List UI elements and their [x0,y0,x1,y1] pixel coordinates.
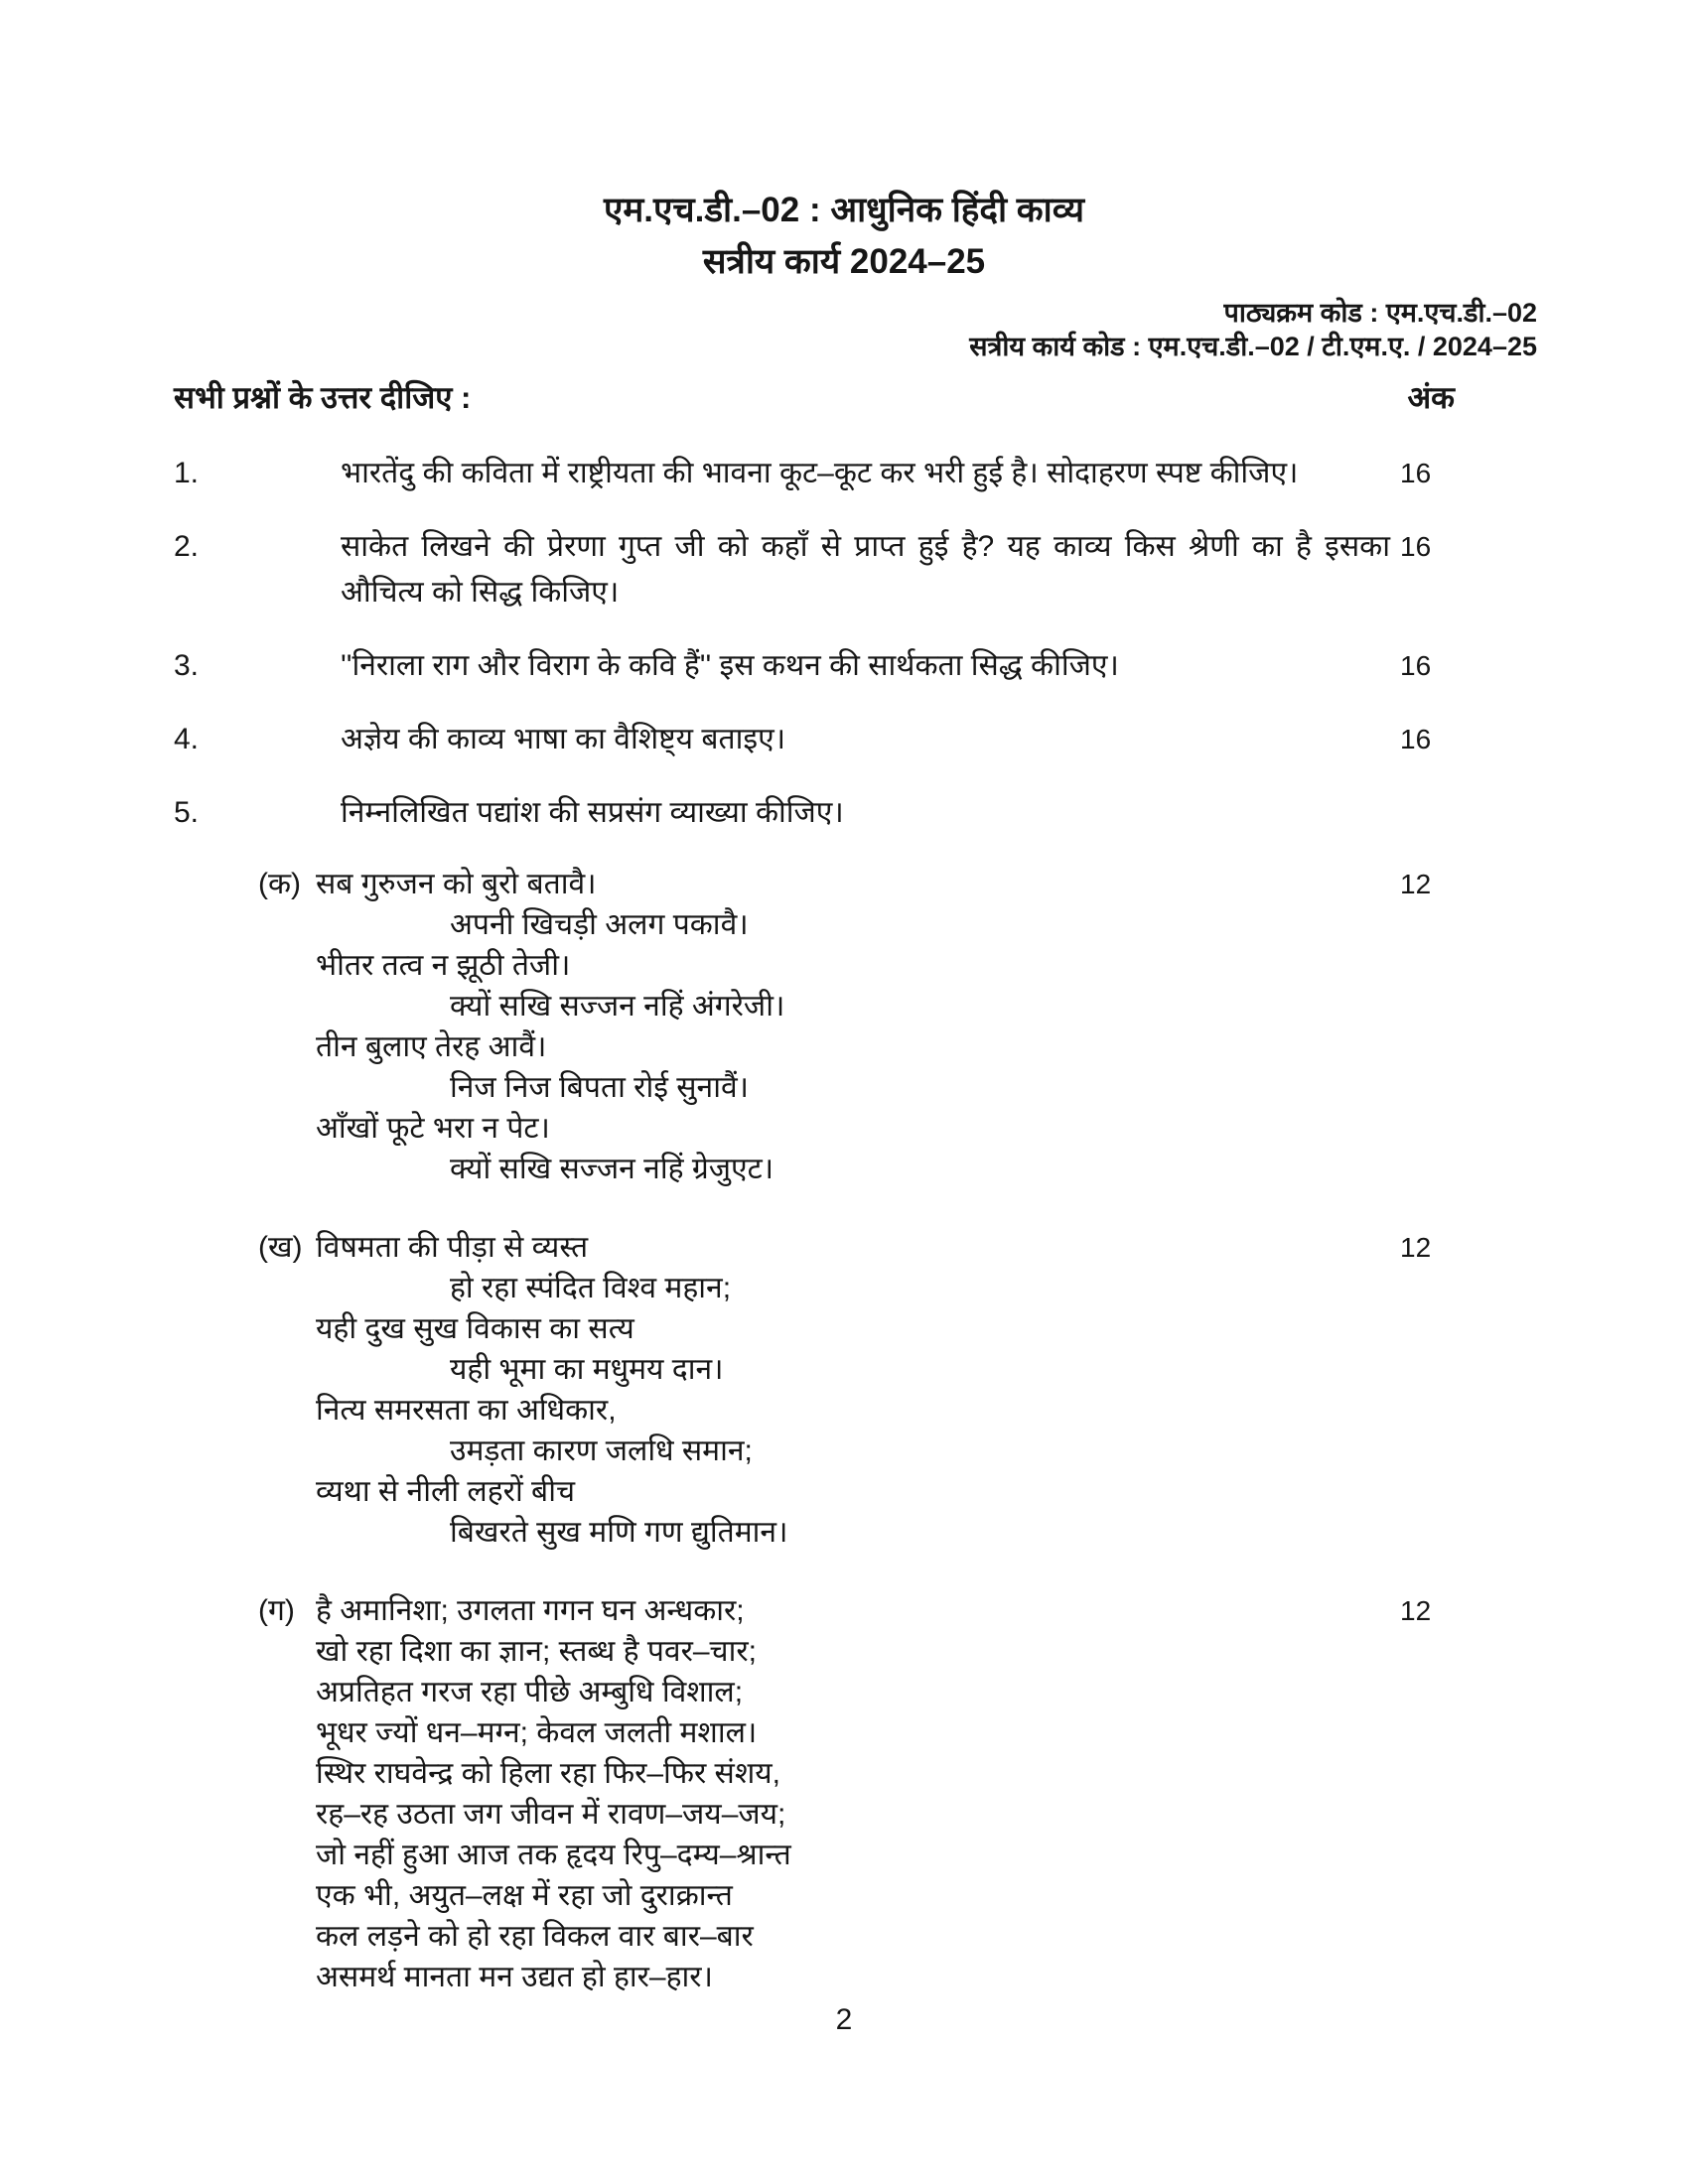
subquestion-row [258,1590,1455,1997]
poem-line: अप्रतिहत गरज रहा पीछे अम्बुधि विशाल; [316,1676,744,1708]
subpart-label: (ख) [258,1231,303,1264]
question-marks [1400,790,1455,836]
poem-line: स्थिर राघवेन्द्र को हिला रहा फिर–फिर संशय, [316,1757,780,1790]
question-text: निम्नलिखित पद्यांश की सप्रसंग व्याख्या कीजिए। [341,796,844,829]
page-subtitle: सत्रीय कार्य 2024–25 [702,242,986,281]
poem-line: जो नहीं हुआ आज तक हृदय रिपु–दम्य–श्रान्त [316,1839,791,1871]
poem-block [316,864,1390,1189]
poem-line: नित्य समरसता का अधिकार, [316,1394,617,1427]
poem-line: है अमानिशा; उगलता गगन घन अन्धकार; [316,1594,745,1627]
poem-line: हो रहा स्पंदित विश्व महान; [450,1272,732,1304]
question-text: साकेत लिखने की प्रेरणा गुप्त जी को कहाँ से प्राप्त हुई है? यह काव्य किस श्रेणी का है इसका औचित्य को सिद्ध किजिए। [341,530,1390,609]
poem-line: सब गुरुजन को बुरो बतावै। [316,868,597,900]
poem-line: अपनी खिचड़ी अलग पकावै। [450,908,749,941]
subquestion-row [258,864,1455,1189]
marks-column-header: अंक [1407,380,1455,415]
subpart-marks: 12 [1400,869,1432,899]
instruction-row [0,377,1688,419]
code-block [0,296,1688,363]
subpart-label: (क) [258,868,302,900]
poem-line: रह–रह उठता जग जीवन में रावण–जय–जय; [316,1798,786,1831]
poem-line: भीतर तत्व न झूठी तेजी। [316,949,571,982]
question-number: 4. [174,723,200,755]
poem-line: खो रहा दिशा का ज्ञान; स्तब्ध है पवर–चार; [316,1635,757,1668]
poem-line: बिखरते सुख मणि गण द्युतिमान। [450,1516,788,1549]
question-text: ''निराला राग और विराग के कवि हैं'' इस कथन की सार्थकता सिद्ध कीजिए। [341,649,1119,682]
question-number: 2. [174,530,200,563]
question-marks: 16 [1400,650,1432,681]
poem-block [316,1590,1390,1997]
page-number: 2 [835,2003,853,2036]
poem-line: एक भी, अयुत–लक्ष में रहा जो दुराक्रान्त [316,1879,733,1912]
poem-line: निज निज बिपता रोई सुनावैं। [450,1071,750,1104]
poem-line: तीन बुलाए तेरह आवैं। [316,1030,547,1063]
poem-line: कल लड़ने को हो रहा विकल वार बार–बार [316,1920,754,1953]
page-title: एम.एच.डी.–02 : आधुनिक हिंदी काव्य [604,191,1084,229]
question-number: 3. [174,649,200,682]
poem-line: क्यों सखि सज्जन नहिं ग्रेजुएट। [450,1153,774,1185]
poem-line: क्यों सखि सज्जन नहिं अंगरेजी। [450,990,785,1023]
question-row [174,717,1455,762]
poem-line: व्यथा से नीली लहरों बीच [316,1475,576,1508]
poem-line: उमड़ता कारण जलधि समान; [450,1434,753,1467]
question-marks: 16 [1400,531,1432,562]
question-number: 5. [174,796,200,829]
poem-line: यही दुख सुख विकास का सत्य [316,1312,634,1345]
subquestion-row [258,1227,1455,1553]
question-marks: 16 [1400,724,1432,754]
question-text: अज्ञेय की काव्य भाषा का वैशिष्ट्य बताइए। [341,723,786,755]
question-row [174,643,1455,689]
assignment-code: सत्रीय कार्य कोड : एम.एच.डी.–02 / टी.एम.ए. / 2024–25 [969,332,1537,361]
poem-block [316,1227,1390,1553]
course-code: पाठ्यक्रम कोड : एम.एच.डी.–02 [1223,298,1537,328]
instruction-text: सभी प्रश्नों के उत्तर दीजिए : [174,380,472,415]
subpart-label: (ग) [258,1594,295,1627]
question-number: 1. [174,457,200,489]
subpart-marks: 12 [1400,1595,1432,1626]
poem-line: असमर्थ मानता मन उद्यत हो हार–हार। [316,1961,713,1993]
poem-line: आँखों फूटे भरा न पेट। [316,1112,550,1145]
poem-line: यही भूमा का मधुमय दान। [450,1353,724,1386]
question-row [174,790,1455,836]
question-text: भारतेंदु की कविता में राष्ट्रीयता की भावना कूट–कूट कर भरी हुई है। सोदाहरण स्पष्ट कीजिए। [341,457,1299,489]
subpart-marks: 12 [1400,1232,1432,1263]
poem-line: भूधर ज्यों धन–मग्न; केवल जलती मशाल। [316,1716,758,1749]
question-marks: 16 [1400,458,1432,488]
question-row [174,451,1455,496]
question-row [174,524,1455,615]
poem-line: विषमता की पीड़ा से व्यस्त [316,1231,589,1264]
questions-list [0,451,1688,1997]
